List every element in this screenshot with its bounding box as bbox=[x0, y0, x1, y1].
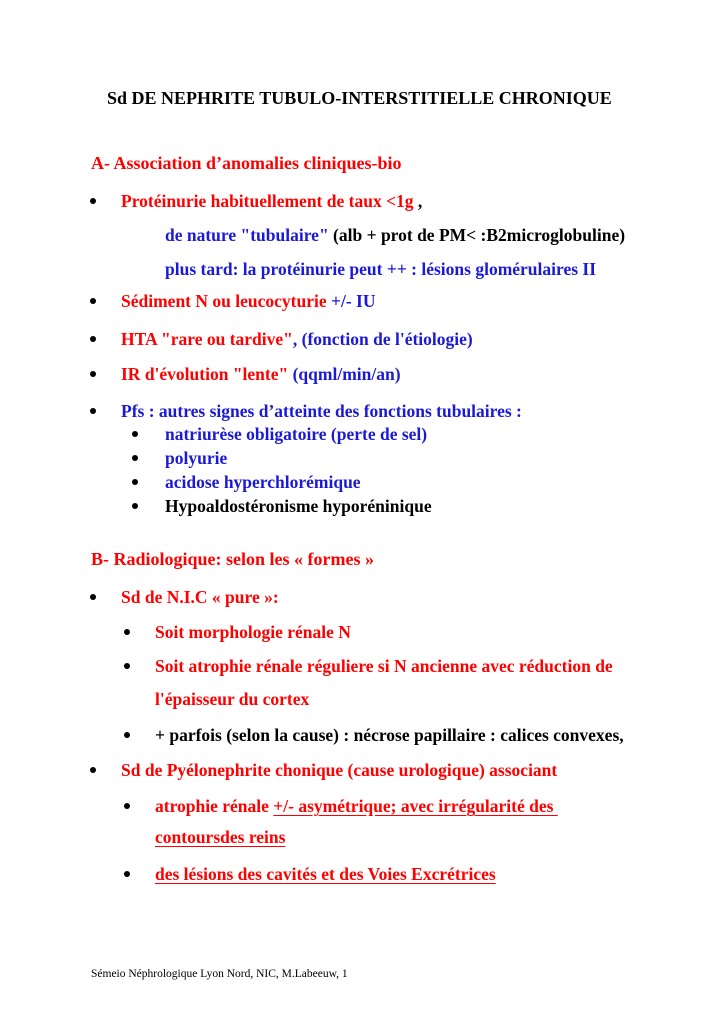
section-a-heading: A- Association d’anomalies cliniques-bio bbox=[91, 153, 402, 173]
proteinurie-nature-black: (alb + prot de PM< :B2microglobuline) bbox=[328, 225, 626, 245]
bullet-icon bbox=[132, 503, 138, 509]
pure-item: Soit atrophie rénale réguliere si N ancienne avec réduction de bbox=[155, 656, 613, 676]
bullet-icon bbox=[132, 455, 138, 461]
pyelo-item: des lésions des cavités et des Voies Excrétrices bbox=[155, 864, 496, 884]
pfs-item: acidose hyperchlorémique bbox=[165, 472, 361, 492]
sediment-iu: +/- IU bbox=[330, 291, 376, 311]
hta-note: , (fonction de l'étiologie) bbox=[292, 329, 473, 349]
sediment-item bbox=[121, 290, 375, 312]
proteinurie-comma: , bbox=[413, 191, 423, 211]
ir-item bbox=[121, 363, 401, 385]
ir-note: (qqml/min/an) bbox=[288, 364, 401, 384]
bullet-icon bbox=[124, 803, 130, 809]
pfs-item: Hypoaldostéronisme hyporéninique bbox=[165, 496, 432, 516]
bullet-icon bbox=[90, 298, 96, 304]
bullet-icon bbox=[124, 732, 130, 738]
pure-item-continuation: l'épaisseur du cortex bbox=[155, 689, 310, 709]
pyelo-item bbox=[155, 795, 558, 817]
bullet-icon bbox=[90, 198, 96, 204]
bullet-icon bbox=[132, 479, 138, 485]
bullet-icon bbox=[90, 336, 96, 342]
bullet-icon bbox=[124, 663, 130, 669]
proteinurie-label: Protéinurie habituellement de taux <1g bbox=[121, 191, 414, 211]
pure-label: Sd de N.I.C « pure »: bbox=[121, 587, 279, 607]
ir-label: IR d'évolution "lente" bbox=[121, 364, 289, 384]
pfs-item: natriurèse obligatoire (perte de sel) bbox=[165, 424, 428, 444]
pyelo-item-continuation: contoursdes reins bbox=[155, 827, 286, 847]
pyelo-item-underlined: +/- asymétrique; avec irrégularité des bbox=[273, 796, 558, 816]
proteinurie-nature-blue: de nature "tubulaire" bbox=[165, 225, 329, 245]
proteinurie-nature-line bbox=[165, 224, 625, 246]
bullet-icon bbox=[124, 871, 130, 877]
pure-item: Soit morphologie rénale N bbox=[155, 622, 351, 642]
section-b-heading: B- Radiologique: selon les « formes » bbox=[91, 549, 374, 569]
bullet-icon bbox=[132, 431, 138, 437]
bullet-icon bbox=[90, 371, 96, 377]
proteinurie-later-line: plus tard: la protéinurie peut ++ : lésions glomérulaires II bbox=[165, 259, 597, 279]
pure-item: + parfois (selon la cause) : nécrose papillaire : calices convexes, bbox=[155, 725, 624, 745]
sediment-label: Sédiment N ou leucocyturie bbox=[121, 291, 331, 311]
hta-label: HTA "rare ou tardive" bbox=[121, 329, 293, 349]
pyelo-item-plain: atrophie rénale bbox=[155, 796, 274, 816]
pyelo-label: Sd de Pyélonephrite chonique (cause urologique) associant bbox=[121, 760, 558, 780]
bullet-icon bbox=[124, 629, 130, 635]
bullet-icon bbox=[90, 408, 96, 414]
proteinurie-item bbox=[121, 190, 422, 212]
hta-item bbox=[121, 328, 473, 350]
page-footer: Sémeio Néphrologique Lyon Nord, NIC, M.Labeeuw, 1 bbox=[91, 968, 348, 980]
bullet-icon bbox=[90, 767, 96, 773]
page-title: Sd DE NEPHRITE TUBULO-INTERSTITIELLE CHRONIQUE bbox=[107, 88, 612, 108]
pfs-label: Pfs : autres signes d’atteinte des fonctions tubulaires : bbox=[121, 401, 522, 421]
bullet-icon bbox=[90, 594, 96, 600]
pfs-item: polyurie bbox=[165, 448, 228, 468]
